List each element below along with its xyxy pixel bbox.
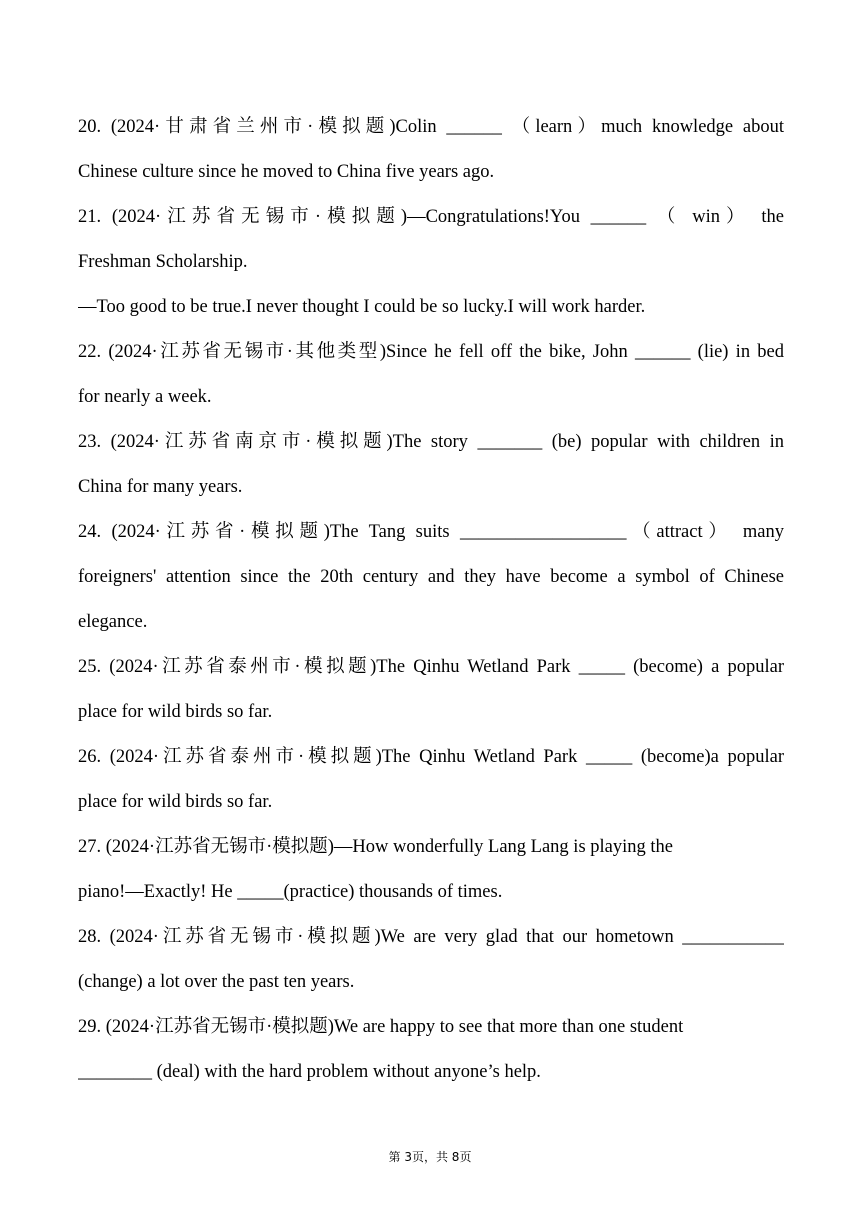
text-line: ________ (deal) with the hard problem without anyone’s help. xyxy=(78,1062,541,1082)
text-line: place for wild birds so far. xyxy=(78,792,273,812)
text-line: 20. (2024·甘肃省兰州市·模拟题)Colin ______ （learn）much knowledge about xyxy=(78,117,784,137)
text-line: 22. (2024·江苏省无锡市·其他类型)Since he fell off the bike, John ______ (lie) in bed xyxy=(78,342,784,362)
text-line: 28. (2024·江苏省无锡市·模拟题)We are very glad that our hometown ___________ xyxy=(78,927,784,947)
text-line: for nearly a week. xyxy=(78,387,212,407)
text-line: 25. (2024·江苏省泰州市·模拟题)The Qinhu Wetland Park _____ (become) a popular xyxy=(78,657,784,677)
text-line: 26. (2024·江苏省泰州市·模拟题)The Qinhu Wetland Park _____ (become)a popular xyxy=(78,747,784,767)
text-line: —Too good to be true.I never thought I could be so lucky.I will work harder. xyxy=(78,297,646,317)
text-line: (change) a lot over the past ten years. xyxy=(78,972,355,992)
text-line: China for many years. xyxy=(78,477,243,497)
text-line: foreigners' attention since the 20th century and they have become a symbol of Chinese xyxy=(78,567,784,587)
text-line: elegance. xyxy=(78,612,148,632)
text-line: place for wild birds so far. xyxy=(78,702,273,722)
text-line: 21. (2024·江苏省无锡市·模拟题)—Congratulations!You ______ （ win） the xyxy=(78,207,784,227)
text-line: Chinese culture since he moved to China five years ago. xyxy=(78,162,495,182)
question-list xyxy=(78,105,784,1095)
text-line: 29. (2024·江苏省无锡市·模拟题)We are happy to see that more than one student xyxy=(78,1017,684,1037)
text-line: 24. (2024·江苏省·模拟题)The Tang suits __________________（attract） many xyxy=(78,522,784,542)
text-line: 23. (2024·江苏省南京市·模拟题)The story _______ (be) popular with children in xyxy=(78,432,784,452)
text-line: piano!—Exactly! He _____(practice) thousands of times. xyxy=(78,882,503,902)
text-line: Freshman Scholarship. xyxy=(78,252,248,272)
text-line: 27. (2024·江苏省无锡市·模拟题)—How wonderfully Lang Lang is playing the xyxy=(78,837,673,857)
page-footer: 第 3页，共 8页 xyxy=(388,1150,472,1164)
